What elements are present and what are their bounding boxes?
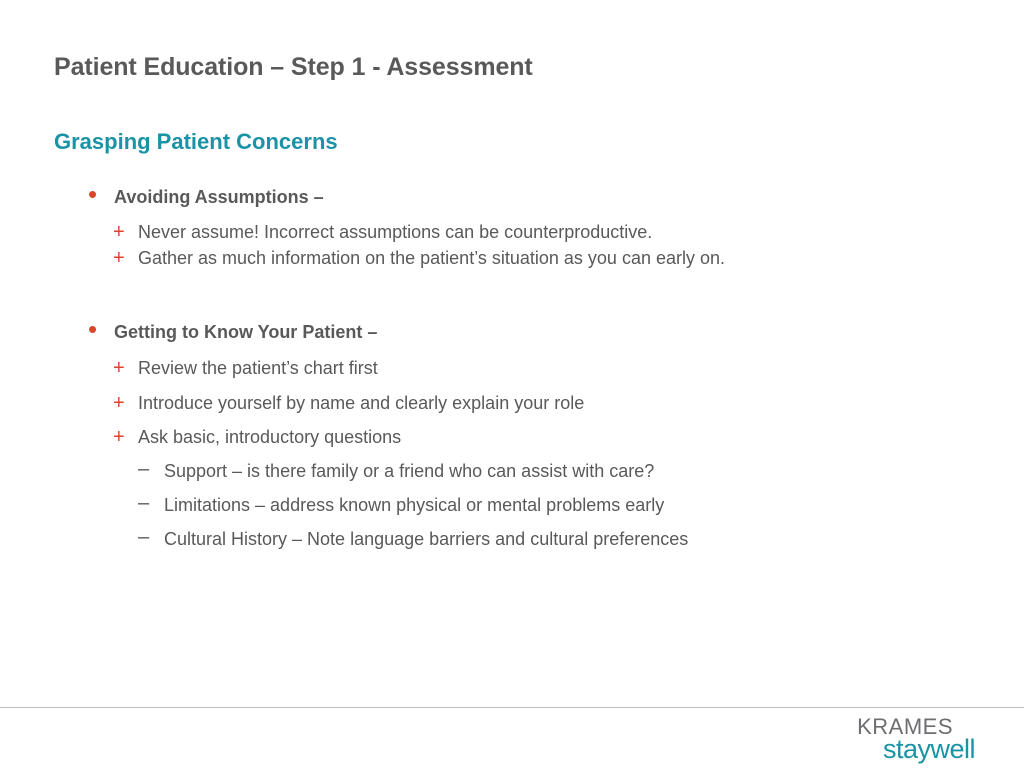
logo-brand-bottom: staywell [882,734,975,764]
krames-staywell-logo [838,712,978,764]
slide-title: Patient Education – Step 1 - Assessment [54,53,533,81]
bullet-heading: Avoiding Assumptions – [114,187,324,207]
sub-list-item-text: Limitations – address known physical or mental problems early [164,495,665,515]
list-item-text: Gather as much information on the patient’s situation as you can early on. [138,248,726,268]
bullet-dot-icon: • [88,314,98,344]
dash-icon: – [138,526,150,548]
plus-icon: + [113,357,125,379]
plus-icon: + [113,426,125,448]
plus-icon: + [113,247,125,269]
plus-icon: + [113,221,125,243]
dash-icon: – [138,458,150,480]
bullet-heading: Getting to Know Your Patient – [114,322,378,342]
sub-list-item-text: Cultural History – Note language barriers and cultural preferences [164,529,689,549]
logo-brand-top: KRAMES [857,714,953,739]
list-item-text: Review the patient’s chart first [138,358,378,378]
sub-list-item-text: Support – is there family or a friend who can assist with care? [164,461,655,481]
list-item-text: Introduce yourself by name and clearly explain your role [138,393,585,413]
dash-icon: – [138,492,150,514]
plus-icon: + [113,392,125,414]
list-item-text: Ask basic, introductory questions [138,427,402,447]
bullet-dot-icon: • [88,179,98,209]
footer-divider [0,707,1024,708]
slide-subtitle: Grasping Patient Concerns [54,129,338,154]
list-item-text: Never assume! Incorrect assumptions can be counterproductive. [138,222,653,242]
